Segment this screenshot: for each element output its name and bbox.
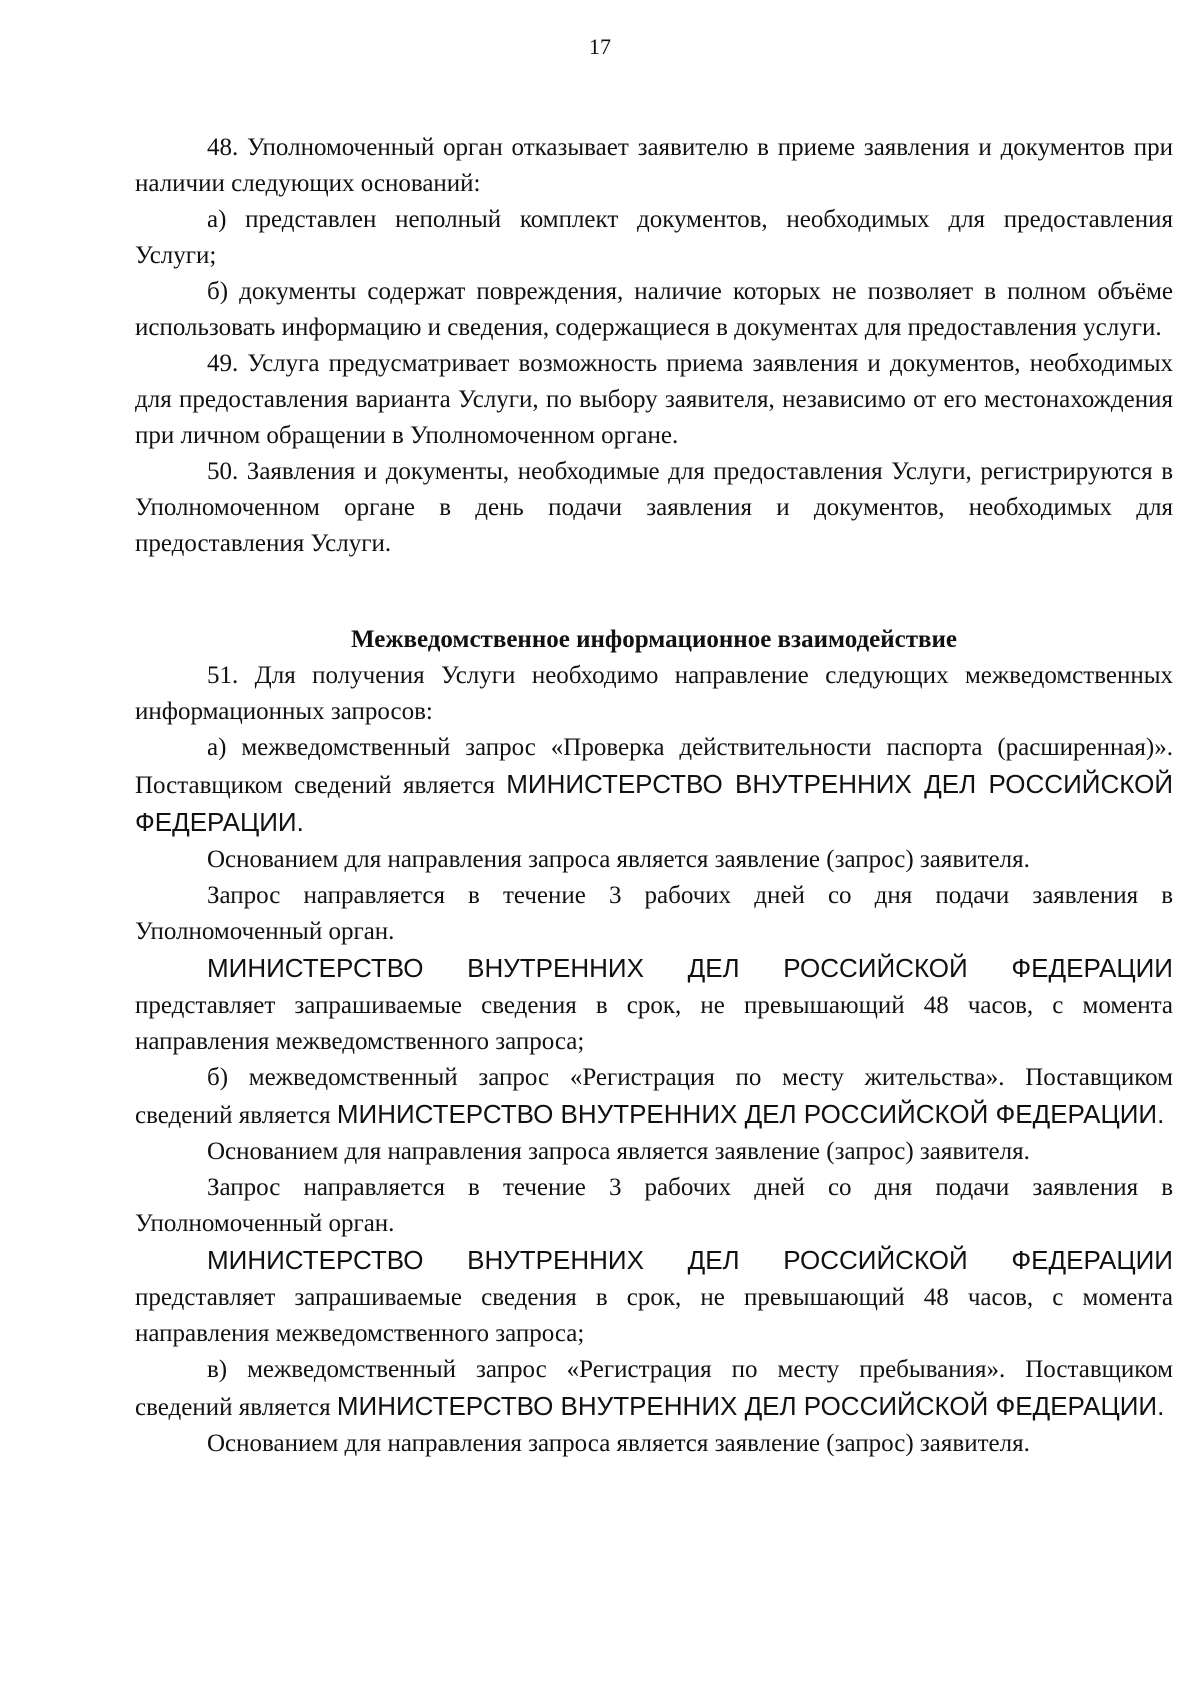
request-b-supplier: МИНИСТЕРСТВО ВНУТРЕННИХ ДЕЛ РОССИЙСКОЙ ФЕДЕРАЦИИ. [336,1099,1165,1129]
request-c-supplier: МИНИСТЕРСТВО ВНУТРЕННИХ ДЕЛ РОССИЙСКОЙ ФЕДЕРАЦИИ. [336,1391,1165,1421]
request-a-supplier: МИНИСТЕРСТВО ВНУТРЕННИХ ДЕЛ РОССИЙСКОЙ ФЕДЕРАЦИИ. [135,769,1173,837]
request-b-timing: Запрос направляется в течение 3 рабочих дней со дня подачи заявления в Уполномоченный орган. [135,1174,1173,1237]
request-b-intro-text: б) межведомственный запрос «Регистрация по месту жительства». Поставщиком сведений является [135,1064,1173,1129]
paragraph-48: 48. Уполномоченный орган отказывает заявителю в приеме заявления и документов при наличии следующих оснований: [135,134,1173,197]
request-b-term-text: представляет запрашиваемые сведения в срок, не превышающий 48 часов, с момента направления межведомственного запроса; [135,1284,1173,1347]
request-b-intro [135,1060,1173,1134]
request-a-intro-text: а) межведомственный запрос «Проверка действительности паспорта (расширенная)». Поставщиком сведений является [135,734,1173,799]
request-b-ministry: МИНИСТЕРСТВО ВНУТРЕННИХ ДЕЛ РОССИЙСКОЙ ФЕДЕРАЦИИ [207,1245,1173,1275]
request-a-timing: Запрос направляется в течение 3 рабочих дней со дня подачи заявления в Уполномоченный орган. [135,882,1173,945]
paragraph-50: 50. Заявления и документы, необходимые для предоставления Услуги, регистрируются в Уполномоченном органе в день подачи заявления и документов, необходимых для предоставления Услуги. [135,458,1173,557]
request-c-intro-text: в) межведомственный запрос «Регистрация по месту пребывания». Поставщиком сведений является [135,1356,1173,1421]
paragraph-48-b: б) документы содержат повреждения, наличие которых не позволяет в полном объёме использовать информацию и сведения, содержащиеся в документах для предоставления услуги. [135,278,1173,341]
request-a-term-text: представляет запрашиваемые сведения в срок, не превышающий 48 часов, с момента направления межведомственного запроса; [135,992,1173,1055]
request-a-ministry: МИНИСТЕРСТВО ВНУТРЕННИХ ДЕЛ РОССИЙСКОЙ ФЕДЕРАЦИИ [207,953,1173,983]
request-c-intro [135,1352,1173,1426]
request-a-intro [135,730,1173,842]
request-a-term [135,950,1173,1060]
page-number: 17 [589,34,611,59]
paragraph-48-a: а) представлен неполный комплект документов, необходимых для предоставления Услуги; [135,206,1173,269]
request-a-basis: Основанием для направления запроса является заявление (запрос) заявителя. [207,846,1030,873]
paragraph-49: 49. Услуга предусматривает возможность приема заявления и документов, необходимых для предоставления варианта Услуги, по выбору заявителя, независимо от его местонахождения при личном обращении в Уполномоченном органе. [135,350,1173,449]
document-body [135,130,1173,1462]
paragraph-51: 51. Для получения Услуги необходимо направление следующих межведомственных информационных запросов: [135,662,1173,725]
request-c-basis: Основанием для направления запроса является заявление (запрос) заявителя. [207,1430,1030,1457]
request-b-basis: Основанием для направления запроса является заявление (запрос) заявителя. [207,1138,1030,1165]
request-b-term [135,1242,1173,1352]
section-heading: Межведомственное информационное взаимодействие [351,626,957,653]
